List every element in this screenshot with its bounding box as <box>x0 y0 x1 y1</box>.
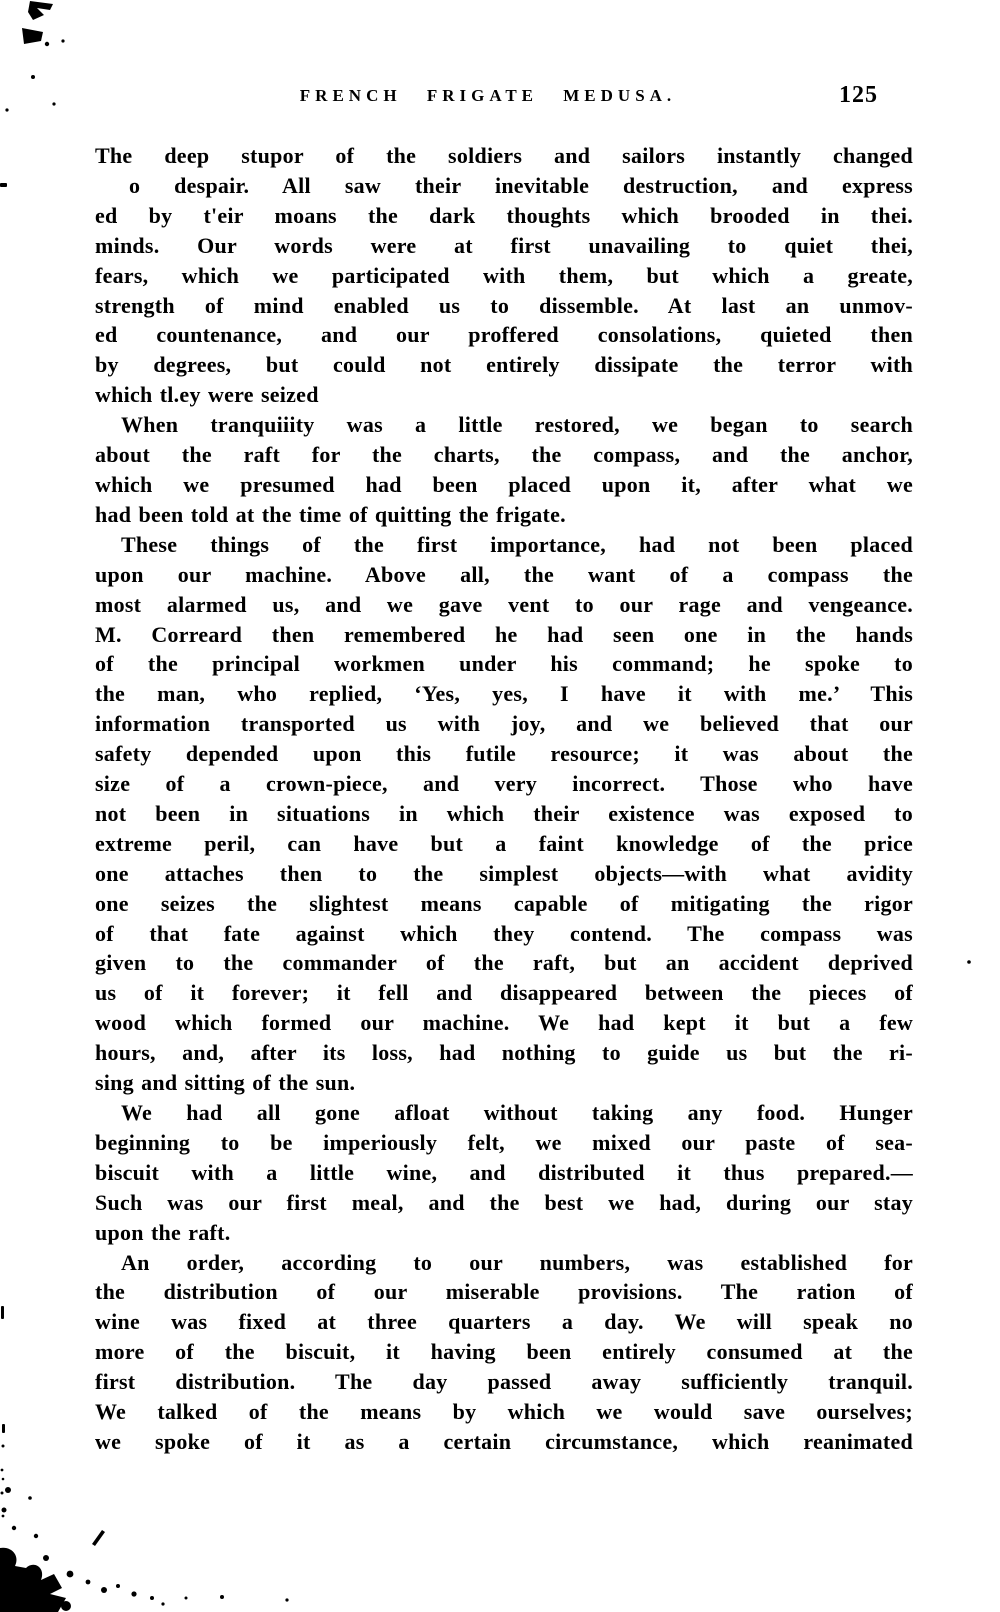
text-line: hours, and, after its loss, had nothing to guide us but the ri- <box>95 1040 913 1066</box>
text-line: ed by t'eir moans the dark thoughts which brooded in thei. <box>95 202 913 228</box>
text-line: When tranquiiity was a little restored, we began to search <box>121 412 913 438</box>
page-number: 125 <box>839 82 878 108</box>
page-header-title: FRENCH FRIGATE MEDUSA. <box>299 86 677 105</box>
text-line: first distribution. The day passed away sufficiently tranquil. <box>95 1369 913 1395</box>
stray-dot-artifact-bottom <box>220 1595 224 1599</box>
text-line: beginning to be imperiously felt, we mixed our paste of sea- <box>95 1129 913 1155</box>
text-line: us of it forever; it fell and disappeared between the pieces of <box>95 980 913 1006</box>
text-line: upon our machine. Above all, the want of a compass the <box>95 561 913 587</box>
text-line: which tl.ey were seized <box>95 382 319 408</box>
text-line: ed countenance, and our proffered consolations, quieted then <box>95 322 913 348</box>
running-header <box>0 82 1000 116</box>
text-line: of the principal workmen under his command; he spoke to <box>95 651 913 677</box>
text-line: An order, according to our numbers, was established for <box>121 1249 913 1275</box>
text-line: of that fate against which they contend. The compass was <box>95 920 913 946</box>
paragraph <box>95 410 913 530</box>
text-line: not been in situations in which their existence was exposed to <box>95 800 913 826</box>
text-line: These things of the first importance, had not been placed <box>121 531 913 557</box>
text-line: more of the biscuit, it having been entirely consumed at the <box>95 1339 913 1365</box>
text-line: most alarmed us, and we gave vent to our rage and vengeance. <box>95 591 913 617</box>
text-line: extreme peril, can have but a faint knowledge of the price <box>95 830 913 856</box>
text-line: wine was fixed at three quarters a day. We will speak no <box>95 1309 913 1335</box>
text-line: one seizes the slightest means capable of mitigating the rigor <box>95 890 913 916</box>
text-line: fears, which we participated with them, but which a greate, <box>95 262 913 288</box>
text-line: one attaches then to the simplest objects—with what avidity <box>95 860 913 886</box>
edge-marks-artifact-lower <box>1 1306 6 1517</box>
text-line: about the raft for the charts, the compass, and the anchor, <box>95 442 913 468</box>
text-line: strength of mind enabled us to dissemble. At last an unmov- <box>95 292 913 318</box>
text-line: size of a crown-piece, and very incorrect. Those who have <box>95 771 913 797</box>
stray-dot-artifact <box>967 960 971 964</box>
text-line: o despair. All saw their inevitable destruction, and express <box>95 172 913 198</box>
text-line: the distribution of our miserable provisions. The ration of <box>95 1279 913 1305</box>
text-line: Such was our first meal, and the best we had, during our stay <box>95 1189 913 1215</box>
text-line: We talked of the means by which we would save ourselves; <box>95 1399 913 1425</box>
text-line: upon the raft. <box>95 1219 231 1245</box>
text-line: safety depended upon this futile resource; it was about the <box>95 741 913 767</box>
paragraph <box>95 530 913 1098</box>
edge-mark-artifact-upper <box>0 183 7 187</box>
text-line: wood which formed our machine. We had kept it but a few <box>95 1010 913 1036</box>
text-line: which we presumed had been placed upon it, after what we <box>95 471 913 497</box>
text-line: sing and sitting of the sun. <box>95 1070 356 1096</box>
text-line: had been told at the time of quitting the frigate. <box>95 501 566 527</box>
paragraph <box>95 1248 913 1457</box>
paragraph <box>95 141 913 410</box>
text-line: we spoke of it as a certain circumstance, which reanimated <box>95 1428 913 1454</box>
text-line: minds. Our words were at first unavailing to quiet thei, <box>95 232 913 258</box>
paragraph <box>95 1098 913 1248</box>
ink-blot-artifact-bottom-left <box>0 1487 289 1612</box>
text-line: information transported us with joy, and we believed that our <box>95 711 913 737</box>
text-line: We had all gone afloat without taking any food. Hunger <box>121 1100 913 1125</box>
text-line: by degrees, but could not entirely dissipate the terror with <box>95 352 913 378</box>
text-line: biscuit with a little wine, and distributed it thus prepared.— <box>95 1159 913 1185</box>
text-line: The deep stupor of the soldiers and sailors instantly changed <box>95 143 913 168</box>
text-line: given to the commander of the raft, but an accident deprived <box>95 950 913 976</box>
text-line: M. Correard then remembered he had seen one in the hands <box>95 621 913 647</box>
page-body <box>95 141 913 1457</box>
text-line: the man, who replied, ‘Yes, yes, I have it with me.’ This <box>95 681 913 707</box>
